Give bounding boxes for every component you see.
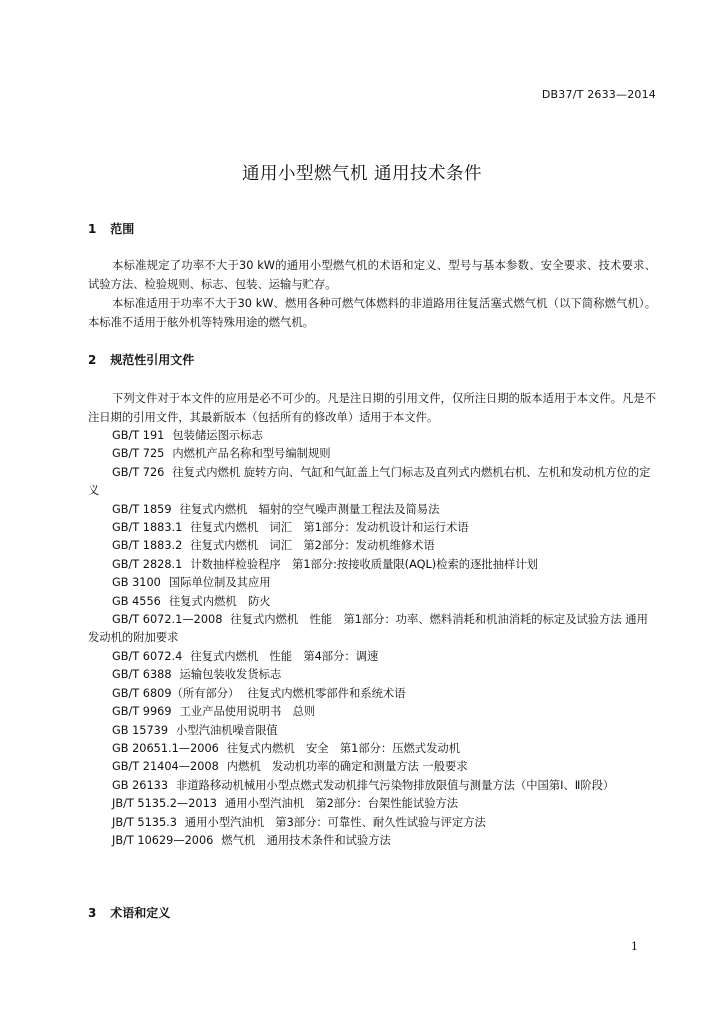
reference-code: GB 15739 — [112, 723, 169, 737]
section-number: 2 — [88, 353, 97, 367]
reference-title: 往复式内燃机 性能 第4部分：调速 — [190, 649, 379, 663]
scope-paragraph: 本标准规定了功率不大于30 kW的通用小型燃气机的术语和定义、型号与基本参数、安全要求、技术要求、试验方法、检验规则、标志、包装、运输与贮存。 — [88, 259, 656, 291]
reference-item — [88, 519, 658, 537]
reference-code: GB 4556 — [112, 594, 161, 608]
reference-title: 往复式内燃机 词汇 第1部分：发动机设计和运行术语 — [190, 521, 469, 535]
reference-title: 计数抽样检验程序 第1部分:按接收质量限(AQL)检索的逐批抽样计划 — [190, 557, 538, 571]
reference-title: 内燃机 发动机功率的确定和测量方法 一般要求 — [226, 760, 468, 774]
reference-title: 往复式内燃机 防火 — [168, 594, 271, 608]
page-number: 1 — [631, 940, 638, 953]
reference-title: 工业产品使用说明书 总则 — [179, 705, 316, 719]
reference-title: 往复式内燃机零部件和系统术语 — [247, 686, 406, 700]
reference-code: GB/T 6072.1—2008 — [112, 613, 223, 627]
section-number: 1 — [88, 222, 97, 236]
reference-code: GB/T 6809（所有部分） — [112, 686, 240, 700]
reference-list — [88, 427, 658, 850]
reference-title: 通用小型汽油机 第2部分：台架性能试验方法 — [224, 797, 459, 811]
reference-item — [88, 648, 658, 666]
reference-item — [88, 611, 658, 648]
reference-code: GB/T 2828.1 — [112, 557, 183, 571]
reference-code: GB 26133 — [112, 778, 169, 792]
section-title: 范围 — [110, 222, 135, 236]
reference-title: 往复式内燃机 辐射的空气噪声测量工程法及简易法 — [179, 502, 440, 516]
section-title: 规范性引用文件 — [110, 353, 195, 367]
document-title: 通用小型燃气机 通用技术条件 — [241, 164, 483, 184]
reference-code: GB/T 725 — [112, 447, 165, 461]
reference-item — [88, 758, 658, 776]
section-number: 3 — [88, 906, 97, 920]
scope-paragraph: 本标准适用于功率不大于30 kW、燃用各种可燃气体燃料的非道路用往复活塞式燃气机（以下简称燃气机）。本标准不适用于舷外机等特殊用途的燃气机。 — [88, 297, 656, 329]
reference-item — [88, 445, 658, 463]
reference-title: 运输包装收发货标志 — [179, 668, 282, 682]
reference-code: GB/T 21404—2008 — [112, 760, 219, 774]
reference-item — [88, 464, 658, 501]
reference-code: GB/T 191 — [112, 429, 165, 442]
reference-item — [88, 574, 658, 592]
reference-code: GB/T 1883.1 — [112, 521, 183, 535]
reference-item — [88, 777, 658, 795]
reference-title: 燃气机 通用技术条件和试验方法 — [221, 833, 391, 847]
reference-code: JB/T 5135.3 — [112, 815, 177, 829]
reference-item — [88, 685, 658, 703]
reference-title: 往复式内燃机 词汇 第2部分：发动机维修术语 — [190, 539, 435, 553]
reference-code: GB/T 6388 — [112, 668, 172, 682]
standard-code: DB37/T 2633—2014 — [541, 88, 656, 101]
reference-title: 内燃机产品名称和型号编制规则 — [172, 447, 331, 461]
reference-item — [88, 593, 658, 611]
reference-title: 小型汽油机噪音限值 — [176, 723, 278, 737]
reference-title: 非道路移动机械用小型点燃式发动机排气污染物排放限值与测量方法（中国第Ⅰ、Ⅱ阶段） — [176, 778, 615, 792]
reference-item — [88, 537, 658, 555]
reference-item — [88, 703, 658, 721]
reference-title: 往复式内燃机 性能 第1部分：功率、燃料消耗和机油消耗的标定及试验方法 通用发动机的附加要求 — [88, 613, 648, 645]
reference-code: GB/T 9969 — [112, 705, 172, 719]
section-heading-scope — [88, 220, 134, 237]
reference-item — [88, 740, 658, 758]
reference-item — [88, 795, 658, 813]
reference-title: 往复式内燃机 安全 第1部分：压燃式发动机 — [226, 741, 460, 755]
reference-code: GB/T 1859 — [112, 502, 172, 516]
section-title: 术语和定义 — [110, 906, 171, 920]
reference-title: 往复式内燃机 旋转方向、气缸和气缸盖上气门标志及直列式内燃机右机、左机和发动机方位的定义 — [88, 465, 651, 498]
reference-code: GB 3100 — [112, 576, 161, 590]
reference-code: GB/T 6072.4 — [112, 649, 183, 663]
reference-item — [88, 722, 658, 740]
section-heading-normative-references — [88, 351, 194, 368]
reference-title: 国际单位制及其应用 — [168, 576, 271, 590]
reference-code: GB/T 726 — [112, 465, 165, 479]
reference-item — [88, 556, 658, 574]
reference-title: 通用小型汽油机 第3部分：可靠性、耐久性试验与评定方法 — [184, 815, 486, 829]
reference-item — [88, 427, 658, 445]
reference-item — [88, 814, 658, 832]
section-heading-terms-definitions — [88, 904, 170, 921]
reference-code: GB 20651.1—2006 — [112, 741, 219, 755]
reference-code: JB/T 10629—2006 — [112, 833, 214, 847]
reference-item — [88, 501, 658, 519]
reference-title: 包装储运图示标志 — [172, 429, 263, 442]
reference-item — [88, 832, 658, 850]
reference-code: GB/T 1883.2 — [112, 539, 183, 553]
references-intro-paragraph: 下列文件对于本文件的应用是必不可少的。凡是注日期的引用文件，仅所注日期的版本适用于本文件。凡是不注日期的引用文件，其最新版本（包括所有的修改单）适用于本文件。 — [88, 392, 656, 424]
reference-code: JB/T 5135.2—2013 — [112, 797, 217, 811]
reference-item — [88, 666, 658, 684]
